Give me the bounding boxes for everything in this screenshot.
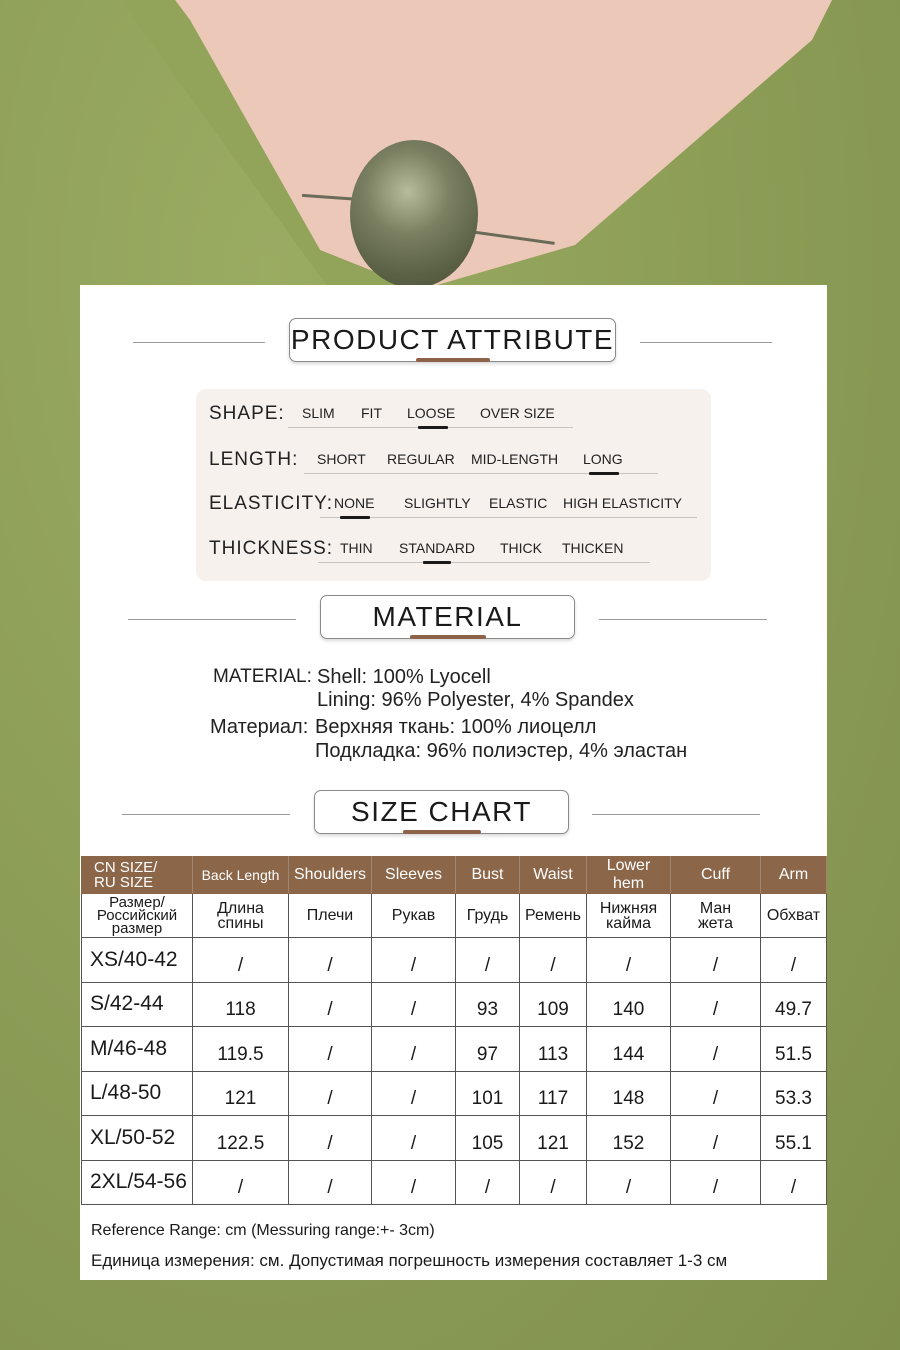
option-regular: REGULAR <box>387 451 455 467</box>
column-header: CN SIZE/ RU SIZE <box>82 857 193 894</box>
measurement-cell: / <box>587 1160 671 1205</box>
measurement-cell: / <box>456 1160 520 1205</box>
option-high-elasticity: HIGH ELASTICITY <box>563 495 683 511</box>
header-accent-bar <box>410 635 486 639</box>
attribute-panel <box>196 389 711 581</box>
table-row <box>82 982 827 1027</box>
measurement-cell: / <box>520 938 587 983</box>
measurement-cell: 101 <box>456 1071 520 1116</box>
measurement-cell: 51.5 <box>761 1027 827 1072</box>
size-chart-section-header <box>80 790 827 840</box>
measurement-cell: 53.3 <box>761 1071 827 1116</box>
attribute-label: ELASTICITY: <box>209 493 333 514</box>
header-divider-right <box>592 814 760 815</box>
measurement-cell: / <box>372 1116 456 1161</box>
header-accent-bar <box>416 358 490 362</box>
measurement-cell: / <box>289 982 372 1027</box>
material-shell-en: Shell: 100% Lyocell <box>317 666 491 688</box>
attribute-label: SHAPE: <box>209 403 285 424</box>
option-loose-selected: LOOSE <box>407 405 456 421</box>
measurement-cell: / <box>587 938 671 983</box>
column-header-ru: Обхват <box>761 894 827 938</box>
option-fit: FIT <box>361 405 382 421</box>
attribute-row-elasticity <box>196 491 711 521</box>
column-header: Sleeves <box>372 857 456 894</box>
attribute-row-length <box>196 447 711 477</box>
selected-marker <box>418 426 448 429</box>
size-label-cell: M/46-48 <box>82 1027 193 1072</box>
attribute-label: THICKNESS: <box>209 538 334 559</box>
table-header-row-ru <box>82 894 827 938</box>
option-long-selected: LONG <box>583 451 623 467</box>
measurement-cell: 121 <box>520 1116 587 1161</box>
option-thicken: THICKEN <box>562 540 624 556</box>
column-header-ru: Размер/ Российский размер <box>82 894 193 938</box>
column-header: Arm <box>761 857 827 894</box>
measurement-cell: / <box>372 1071 456 1116</box>
option-elastic: ELASTIC <box>489 495 548 511</box>
measurement-cell: / <box>193 938 289 983</box>
material-shell-ru: Верхняя ткань: 100% лиоцелл <box>315 716 597 738</box>
option-over-size: OVER SIZE <box>480 405 555 421</box>
measurement-cell: / <box>289 1027 372 1072</box>
material-section-title: MATERIAL <box>320 595 575 639</box>
selected-marker <box>589 472 619 475</box>
measurement-cell: / <box>372 1027 456 1072</box>
size-label-cell: L/48-50 <box>82 1071 193 1116</box>
measurement-cell: / <box>761 1160 827 1205</box>
measurement-cell: 140 <box>587 982 671 1027</box>
attribute-label: LENGTH: <box>209 449 299 470</box>
option-slim: SLIM <box>302 405 335 421</box>
option-thin: THIN <box>340 540 373 556</box>
size-chart-table <box>81 856 827 1205</box>
measurement-cell: / <box>289 938 372 983</box>
measurement-cell: 113 <box>520 1027 587 1072</box>
option-short: SHORT <box>317 451 366 467</box>
option-standard-selected: STANDARD <box>399 540 475 556</box>
size-label-cell: XL/50-52 <box>82 1116 193 1161</box>
measurement-cell: 93 <box>456 982 520 1027</box>
column-header: Cuff <box>671 857 761 894</box>
selected-marker <box>423 561 451 564</box>
header-accent-bar <box>403 830 481 834</box>
footnote-en: Reference Range: cm (Messuring range:+- 3cm) <box>91 1222 435 1239</box>
column-header-ru: Плечи <box>289 894 372 938</box>
measurement-cell: 55.1 <box>761 1116 827 1161</box>
measurement-cell: 97 <box>456 1027 520 1072</box>
material-section-header <box>80 595 827 645</box>
measurement-cell: 152 <box>587 1116 671 1161</box>
header-divider-right <box>599 619 767 620</box>
column-header: Shoulders <box>289 857 372 894</box>
measurement-cell: / <box>671 1116 761 1161</box>
column-header-ru: Грудь <box>456 894 520 938</box>
column-header: Waist <box>520 857 587 894</box>
header-divider-left <box>133 342 265 343</box>
measurement-cell: 144 <box>587 1027 671 1072</box>
option-mid-length: MID-LENGTH <box>471 451 559 467</box>
option-slightly: SLIGHTLY <box>404 495 471 511</box>
footnote-ru: Единица измерения: см. Допустимая погрешность измерения составляет 1-3 см <box>91 1251 728 1270</box>
attribute-section-title: PRODUCT ATTRIBUTE <box>289 318 616 362</box>
measurement-cell: 105 <box>456 1116 520 1161</box>
material-lining-ru: Подкладка: 96% полиэстер, 4% эластан <box>315 740 688 762</box>
attribute-section-header <box>80 318 827 368</box>
column-header: Back Length <box>193 857 289 894</box>
table-row <box>82 938 827 983</box>
table-row <box>82 1071 827 1116</box>
measurement-cell: / <box>372 982 456 1027</box>
column-header: Lower hem <box>587 857 671 894</box>
header-divider-left <box>128 619 296 620</box>
selected-marker <box>340 516 370 519</box>
measurement-cell: / <box>520 1160 587 1205</box>
attribute-row-thickness <box>196 536 711 566</box>
measurement-cell: 119.5 <box>193 1027 289 1072</box>
material-label-en: MATERIAL: <box>213 666 312 687</box>
table-row <box>82 1116 827 1161</box>
table-row <box>82 1160 827 1205</box>
background-button <box>350 140 478 288</box>
measurement-cell: / <box>456 938 520 983</box>
measurement-cell: / <box>289 1116 372 1161</box>
material-label-ru: Материал: <box>210 716 309 738</box>
measurement-cell: 117 <box>520 1071 587 1116</box>
measurement-cell: / <box>761 938 827 983</box>
measurement-cell: 49.7 <box>761 982 827 1027</box>
table-header-row-en <box>82 857 827 894</box>
measurement-cell: / <box>671 938 761 983</box>
measurement-cell: / <box>289 1160 372 1205</box>
measurement-cell: 121 <box>193 1071 289 1116</box>
header-divider-right <box>640 342 772 343</box>
measurement-cell: / <box>671 1071 761 1116</box>
column-header: Bust <box>456 857 520 894</box>
measurement-cell: / <box>372 1160 456 1205</box>
header-divider-left <box>122 814 290 815</box>
size-label-cell: 2XL/54-56 <box>82 1160 193 1205</box>
measurement-cell: 118 <box>193 982 289 1027</box>
measurement-cell: / <box>193 1160 289 1205</box>
attribute-row-shape <box>196 401 711 431</box>
column-header-ru: Ремень <box>520 894 587 938</box>
measurement-cell: / <box>289 1071 372 1116</box>
option-thick: THICK <box>500 540 542 556</box>
column-header-ru: Рукав <box>372 894 456 938</box>
material-lining-en: Lining: 96% Polyester, 4% Spandex <box>317 689 634 711</box>
measurement-cell: / <box>671 982 761 1027</box>
measurement-cell: / <box>372 938 456 983</box>
measurement-cell: 148 <box>587 1071 671 1116</box>
size-label-cell: S/42-44 <box>82 982 193 1027</box>
measurement-cell: 122.5 <box>193 1116 289 1161</box>
size-label-cell: XS/40-42 <box>82 938 193 983</box>
option-baseline <box>318 562 650 563</box>
column-header-ru: Ман жета <box>671 894 761 938</box>
size-chart-section-title: SIZE CHART <box>314 790 569 834</box>
table-row <box>82 1027 827 1072</box>
column-header-ru: Нижняя кайма <box>587 894 671 938</box>
measurement-cell: / <box>671 1160 761 1205</box>
product-info-card <box>80 285 827 1280</box>
option-baseline <box>320 517 697 518</box>
measurement-cell: 109 <box>520 982 587 1027</box>
column-header-ru: Длина спины <box>193 894 289 938</box>
measurement-cell: / <box>671 1027 761 1072</box>
option-none-selected: NONE <box>334 495 375 511</box>
